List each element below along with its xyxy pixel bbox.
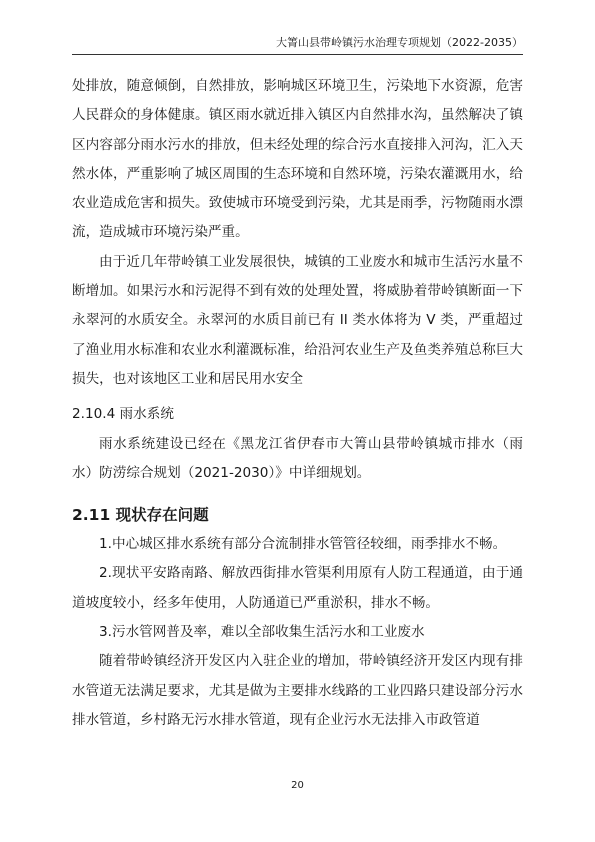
- header-title: 大箐山县带岭镇污水治理专项规划（2022-2035）: [276, 36, 523, 49]
- page-number: 20: [291, 780, 304, 791]
- subsection-paragraph: 雨水系统建设已经在《黑龙江省伊春市大箐山县带岭镇城市排水（雨水）防涝综合规划（2021-2030）》中详细规划。: [72, 435, 523, 481]
- problem-item-2: 2.现状平安路南路、解放西街排水管渠利用原有人防工程通道，由于通道坡度较小，经多年使用，人防通道已严重淤积，排水不畅。: [72, 565, 523, 611]
- paragraph-industrial-growth: 由于近几年带岭镇工业发展很快，城镇的工业废水和城市生活污水量不断增加。如果污水和污泥得不到有效的处理处置，将威胁着带岭镇断面一下永翠河的水质安全。永翠河的水质目前已有 II 类水体将为 V 类，严重超过了渔业用水标准和农业水利灌溉标准，给沿河农业生产及鱼类养殖总称巨大损失，也对该地区工业和居民用水安全: [72, 253, 523, 387]
- section-heading: 2.11 现状存在问题: [72, 506, 209, 525]
- subsection-heading: 2.10.4 雨水系统: [72, 406, 174, 423]
- paragraph-continued: 处排放，随意倾倒，自然排放，影响城区环境卫生，污染地下水资源，危害人民群众的身体健康。镇区雨水就近排入镇区内自然排水沟，虽然解决了镇区内容部分雨水污水的排放，但未经处理的综合污水直接排入河沟，汇入天然水体，严重影响了城区周围的生态环境和自然环境，污染农灌溉用水，给农业造成危害和损失。致使城市环境受到污染，尤其是雨季，污物随雨水漂流，造成城市环境污染严重。: [72, 78, 523, 241]
- problem-item-3: 3.污水管网普及率，难以全部收集生活污水和工业废水: [99, 624, 425, 641]
- page-content: [72, 72, 523, 735]
- problem-paragraph: 随着带岭镇经济开发区内入驻企业的增加，带岭镇经济开发区内现有排水管道无法满足要求，尤其是做为主要排水线路的工业四路只建设部分污水排水管道，乡村路无污水排水管道，现有企业污水无法排入市政管道: [72, 653, 523, 728]
- page-header: [72, 36, 523, 55]
- problem-item-1: 1.中心城区排水系统有部分合流制排水管管径较细，雨季排水不畅。: [99, 536, 507, 553]
